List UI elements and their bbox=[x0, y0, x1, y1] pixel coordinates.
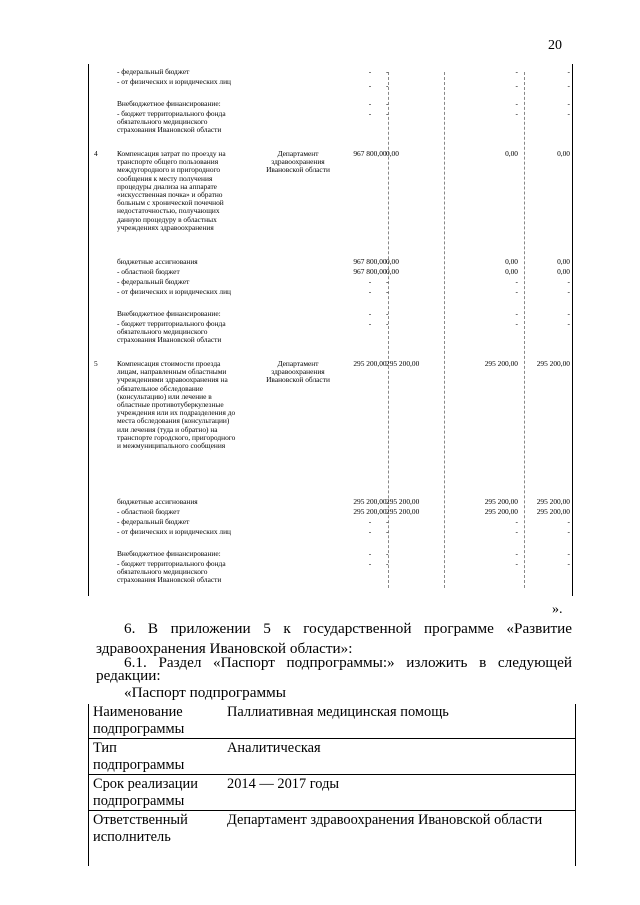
row-divider bbox=[89, 774, 575, 775]
row-name: - федеральный бюджет bbox=[117, 517, 190, 526]
passport-label: подпрограммы bbox=[93, 721, 185, 737]
table-border-right bbox=[572, 64, 573, 596]
item-number: 4 bbox=[94, 149, 98, 158]
passport-title: «Паспорт подпрограммы bbox=[124, 684, 286, 701]
row-name: бюджетные ассигнования bbox=[117, 497, 198, 506]
row-name: Внебюджетное финансирование: bbox=[117, 309, 221, 318]
row-name: - бюджет территориального фонда обязательного медицинского страхования Ивановской области bbox=[117, 319, 226, 345]
closing-quote: ». bbox=[552, 602, 563, 617]
row-divider bbox=[89, 738, 575, 739]
passport-label: Наименование bbox=[93, 704, 183, 720]
row-divider bbox=[89, 810, 575, 811]
row-name: - от физических и юридических лиц bbox=[117, 77, 231, 86]
table-border-left bbox=[88, 64, 89, 596]
passport-label: Срок реализации bbox=[93, 776, 198, 792]
passport-label: Ответственный bbox=[93, 812, 188, 828]
row-name: Внебюджетное финансирование: bbox=[117, 99, 221, 108]
item-executor: Департамент здравоохранения Ивановской области bbox=[266, 149, 330, 175]
paragraph-6-1-line-2: редакции: bbox=[96, 667, 161, 684]
passport-value: 2014 — 2017 годы bbox=[227, 776, 340, 792]
passport-value: Аналитическая bbox=[227, 740, 321, 756]
row-name: - областной бюджет bbox=[117, 507, 180, 516]
paragraph-6-line-2: здравоохранения Ивановской области»: bbox=[96, 640, 353, 657]
row-name: - бюджет территориального фонда обязательного медицинского страхования Ивановской области bbox=[117, 559, 226, 585]
page-number: 20 bbox=[548, 38, 562, 53]
passport-label: подпрограммы bbox=[93, 793, 185, 809]
row-name: - от физических и юридических лиц bbox=[117, 287, 231, 296]
passport-table bbox=[88, 704, 576, 866]
row-name: - федеральный бюджет bbox=[117, 67, 190, 76]
row-name: - федеральный бюджет bbox=[117, 277, 190, 286]
row-name: бюджетные ассигнования bbox=[117, 257, 198, 266]
passport-value: Департамент здравоохранения Ивановской области bbox=[227, 812, 543, 828]
item-title: Компенсация затрат по проезду на транспорте общего пользования междугородного и пригородного сообщения к месту получения процедуры диализа на аппарате «искусственная почка» и обратно больным с хронической почечной недостаточностью, получающих данную процедуру в областных учреждениях здравоохранения bbox=[117, 149, 226, 232]
passport-label: подпрограммы bbox=[93, 757, 185, 773]
budget-table: - федеральный бюджет - - - - - от физических и юридических лиц - - - - Внебюджетное финансирование: - - - - - бюджет территориального фонда обязательного медицинского страхования Ивановской области - - - - 4 Компенсация затрат по проезду на транспорте общего пользования междугородного и пригородного сообщения к месту получения процедуры диализа на аппарате «искусственная почка» и обратно больным с хронической почечной недостаточностью, получающих данную процедуру в областных учреждениях здравоохранения Департамент здравоохранения Ивановской области 967 800,00 0,00 0,00 0,00 бюджетные ассигнования 967 800,00 0,00 0,00 0,00 - областной бюджет 967 800,00 0,00 0,00 0,00 - федеральный бюджет - - - - - от физических и юридических лиц - - - - Внебюджетное финансирование: - - - - - бюджет территориального фонда обязательного медицинского страхования Ивановской области - - - - 5 Компенсация стоимости проезда лицам, направленным областными учреждениями здравоохранения на обязательное обследование (консультацию) или лечение в областные противотуберкулезные учреждения или их подразделения до места обследования (консультации) или лечения (туда и обратно) на транспорте городского, пригородного и межмуниципального сообщения Департамент здравоохранения Ивановской области 295 200,00 295 200,00 295 200,00 295 200,00 бюджетные ассигнования 295 200,00 295 200,00 295 200,00 295 200,00 - областной бюджет 295 200,00 295 200,00 295 200,00 295 200,00 - федеральный бюджет - - - - - от физических и юридических лиц - - - - Внебюджетное финансирование: - - - - - бюджет территориального фонда обязательного медицинского страхования Ивановской области - - - - bbox=[88, 64, 572, 596]
row-name: - от физических и юридических лиц bbox=[117, 527, 231, 536]
row-name: - бюджет территориального фонда обязательного медицинского страхования Ивановской области bbox=[117, 109, 226, 135]
item-executor: Департамент здравоохранения Ивановской области bbox=[266, 359, 330, 385]
paragraph-6-line-1: 6. В приложении 5 к государственной программе «Развитие bbox=[124, 620, 572, 637]
passport-label: Тип bbox=[93, 740, 117, 756]
paragraph-6-1-line-1: 6.1. Раздел «Паспорт подпрограммы:» изложить в следующей bbox=[124, 654, 572, 671]
passport-value: Паллиативная медицинская помощь bbox=[227, 704, 449, 720]
row-name: - областной бюджет bbox=[117, 267, 180, 276]
row-name: Внебюджетное финансирование: bbox=[117, 549, 221, 558]
passport-label: исполнитель bbox=[93, 829, 171, 845]
item-number: 5 bbox=[94, 359, 98, 368]
item-title: Компенсация стоимости проезда лицам, направленным областными учреждениями здравоохранения на обязательное обследование (консультацию) или лечение в областные противотуберкулезные учреждения или их подразделения до места обследования (консультации) или лечения (туда и обратно) на транспорте городского, пригородного и межмуниципального сообщения bbox=[117, 359, 236, 451]
